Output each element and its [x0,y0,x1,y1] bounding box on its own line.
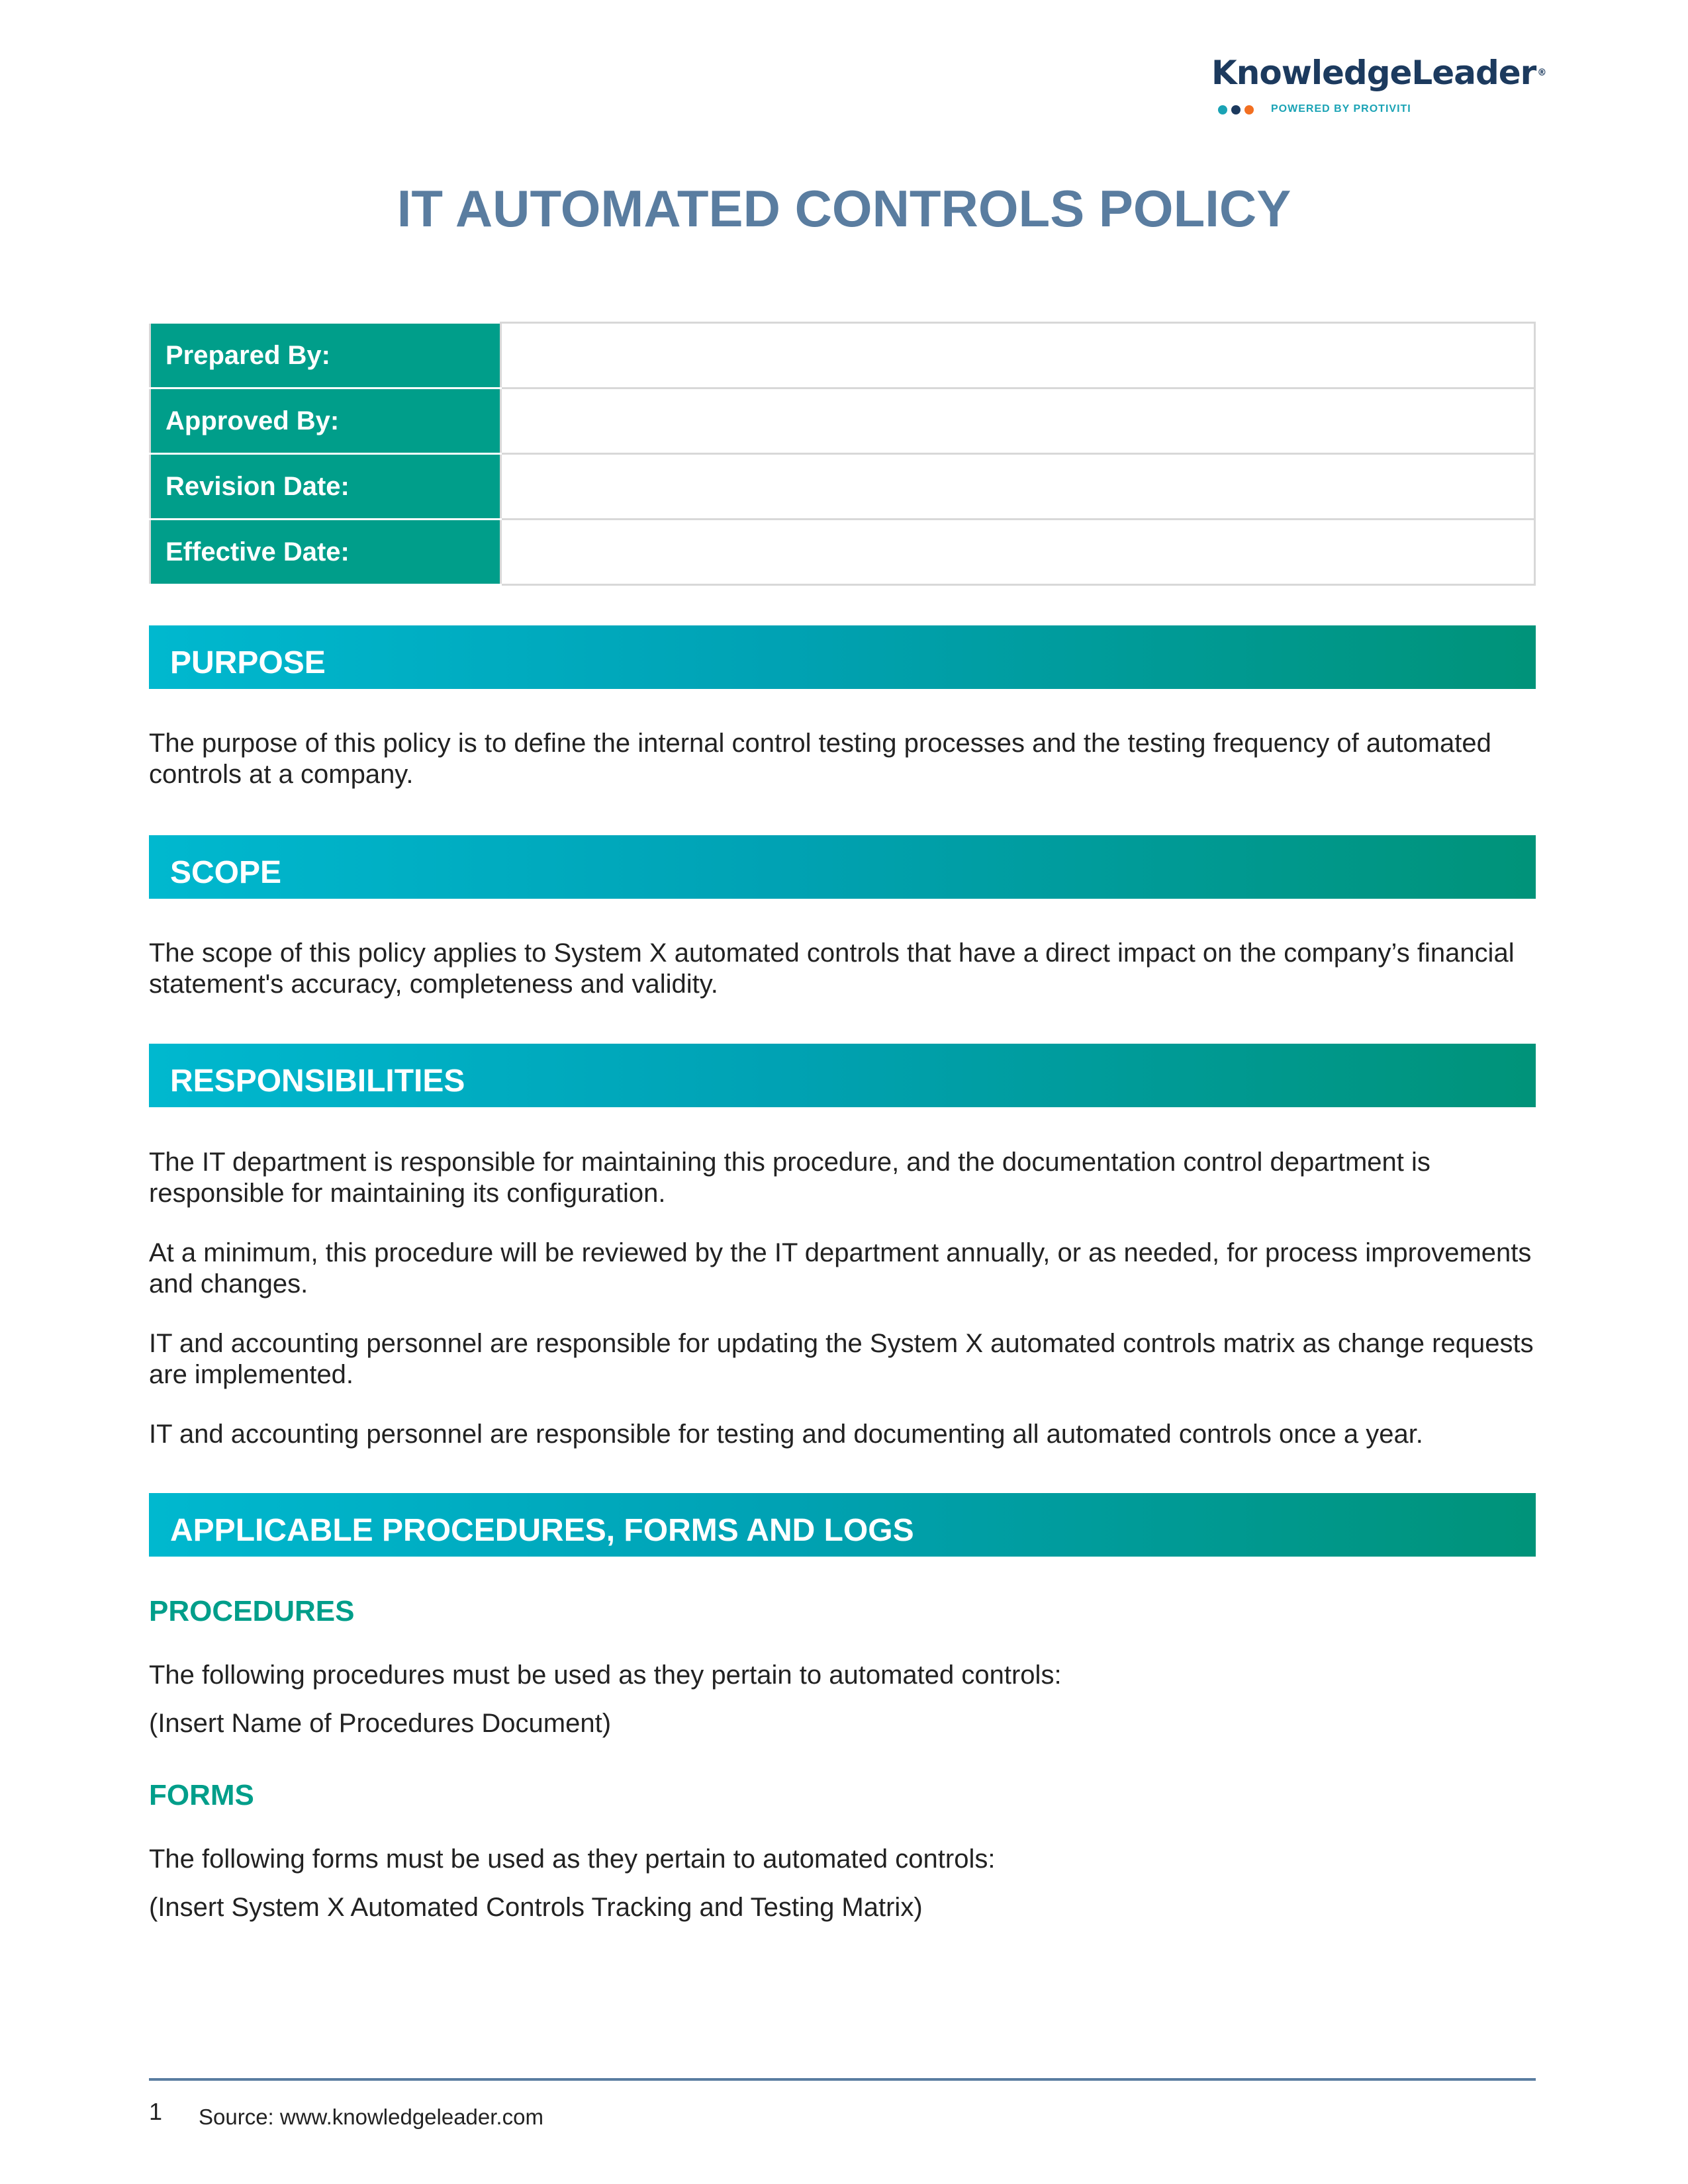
prepared-by-value [501,323,1535,388]
prepared-by-label: Prepared By: [150,323,501,388]
effective-date-label: Effective Date: [150,520,501,585]
logo-tagline: POWERED BY PROTIVITI [1271,103,1411,114]
logo-dot-teal [1218,105,1227,114]
forms-paragraph: The following forms must be used as they pertain to automated controls: [149,1844,996,1874]
responsibilities-paragraph-3: IT and accounting personnel are responsible for updating the System X automated controls matrix as change requests are implemented. [149,1329,1534,1389]
responsibilities-paragraph-1: The IT department is responsible for maintaining this procedure, and the documentation control department is responsible for maintaining its configuration. [149,1148,1430,1208]
prepared-by-row [150,323,1535,388]
logo-dot-orange [1244,105,1254,114]
responsibilities-heading: RESPONSIBILITIES [149,1044,1536,1107]
scope-heading: SCOPE [149,835,1536,899]
scope-paragraph: The scope of this policy applies to System X automated controls that have a direct impact on the company’s financial statement's accuracy, completeness and validity. [149,938,1515,999]
responsibilities-paragraph-4: IT and accounting personnel are responsible for testing and documenting all automated controls once a year. [149,1420,1423,1449]
knowledgeleader-logo [1211,53,1546,114]
procedures-subheading: PROCEDURES [149,1595,355,1627]
source-note: Source: www.knowledgeleader.com [199,2105,543,2129]
footer-divider [149,2078,1536,2081]
approved-by-row [150,388,1535,454]
purpose-heading: PURPOSE [149,625,1536,689]
effective-date-value [501,520,1535,585]
procedures-placeholder: (Insert Name of Procedures Document) [149,1709,612,1738]
procedures-paragraph: The following procedures must be used as they pertain to automated controls: [149,1661,1062,1690]
document-title: IT AUTOMATED CONTROLS POLICY [397,179,1291,238]
forms-placeholder: (Insert System X Automated Controls Tracking and Testing Matrix) [149,1893,923,1922]
logo-wordmark: KnowledgeLeader ® [1211,54,1546,92]
forms-subheading: FORMS [149,1779,254,1811]
approved-by-value [501,388,1535,454]
revision-date-value [501,454,1535,520]
approved-by-label: Approved By: [150,388,501,454]
purpose-paragraph: The purpose of this policy is to define the internal control testing processes and the testing frequency of automated controls at a company. [149,729,1491,789]
effective-date-row [150,520,1535,585]
applicable-heading: APPLICABLE PROCEDURES, FORMS AND LOGS [149,1493,1536,1557]
document-info-table [149,322,1536,586]
responsibilities-paragraph-2: At a minimum, this procedure will be reviewed by the IT department annually, or as needed, for process improvements and changes. [149,1238,1532,1298]
logo-dot-navy [1231,105,1241,114]
revision-date-label: Revision Date: [150,454,501,520]
revision-date-row [150,454,1535,520]
page-number: 1 [149,2098,163,2125]
